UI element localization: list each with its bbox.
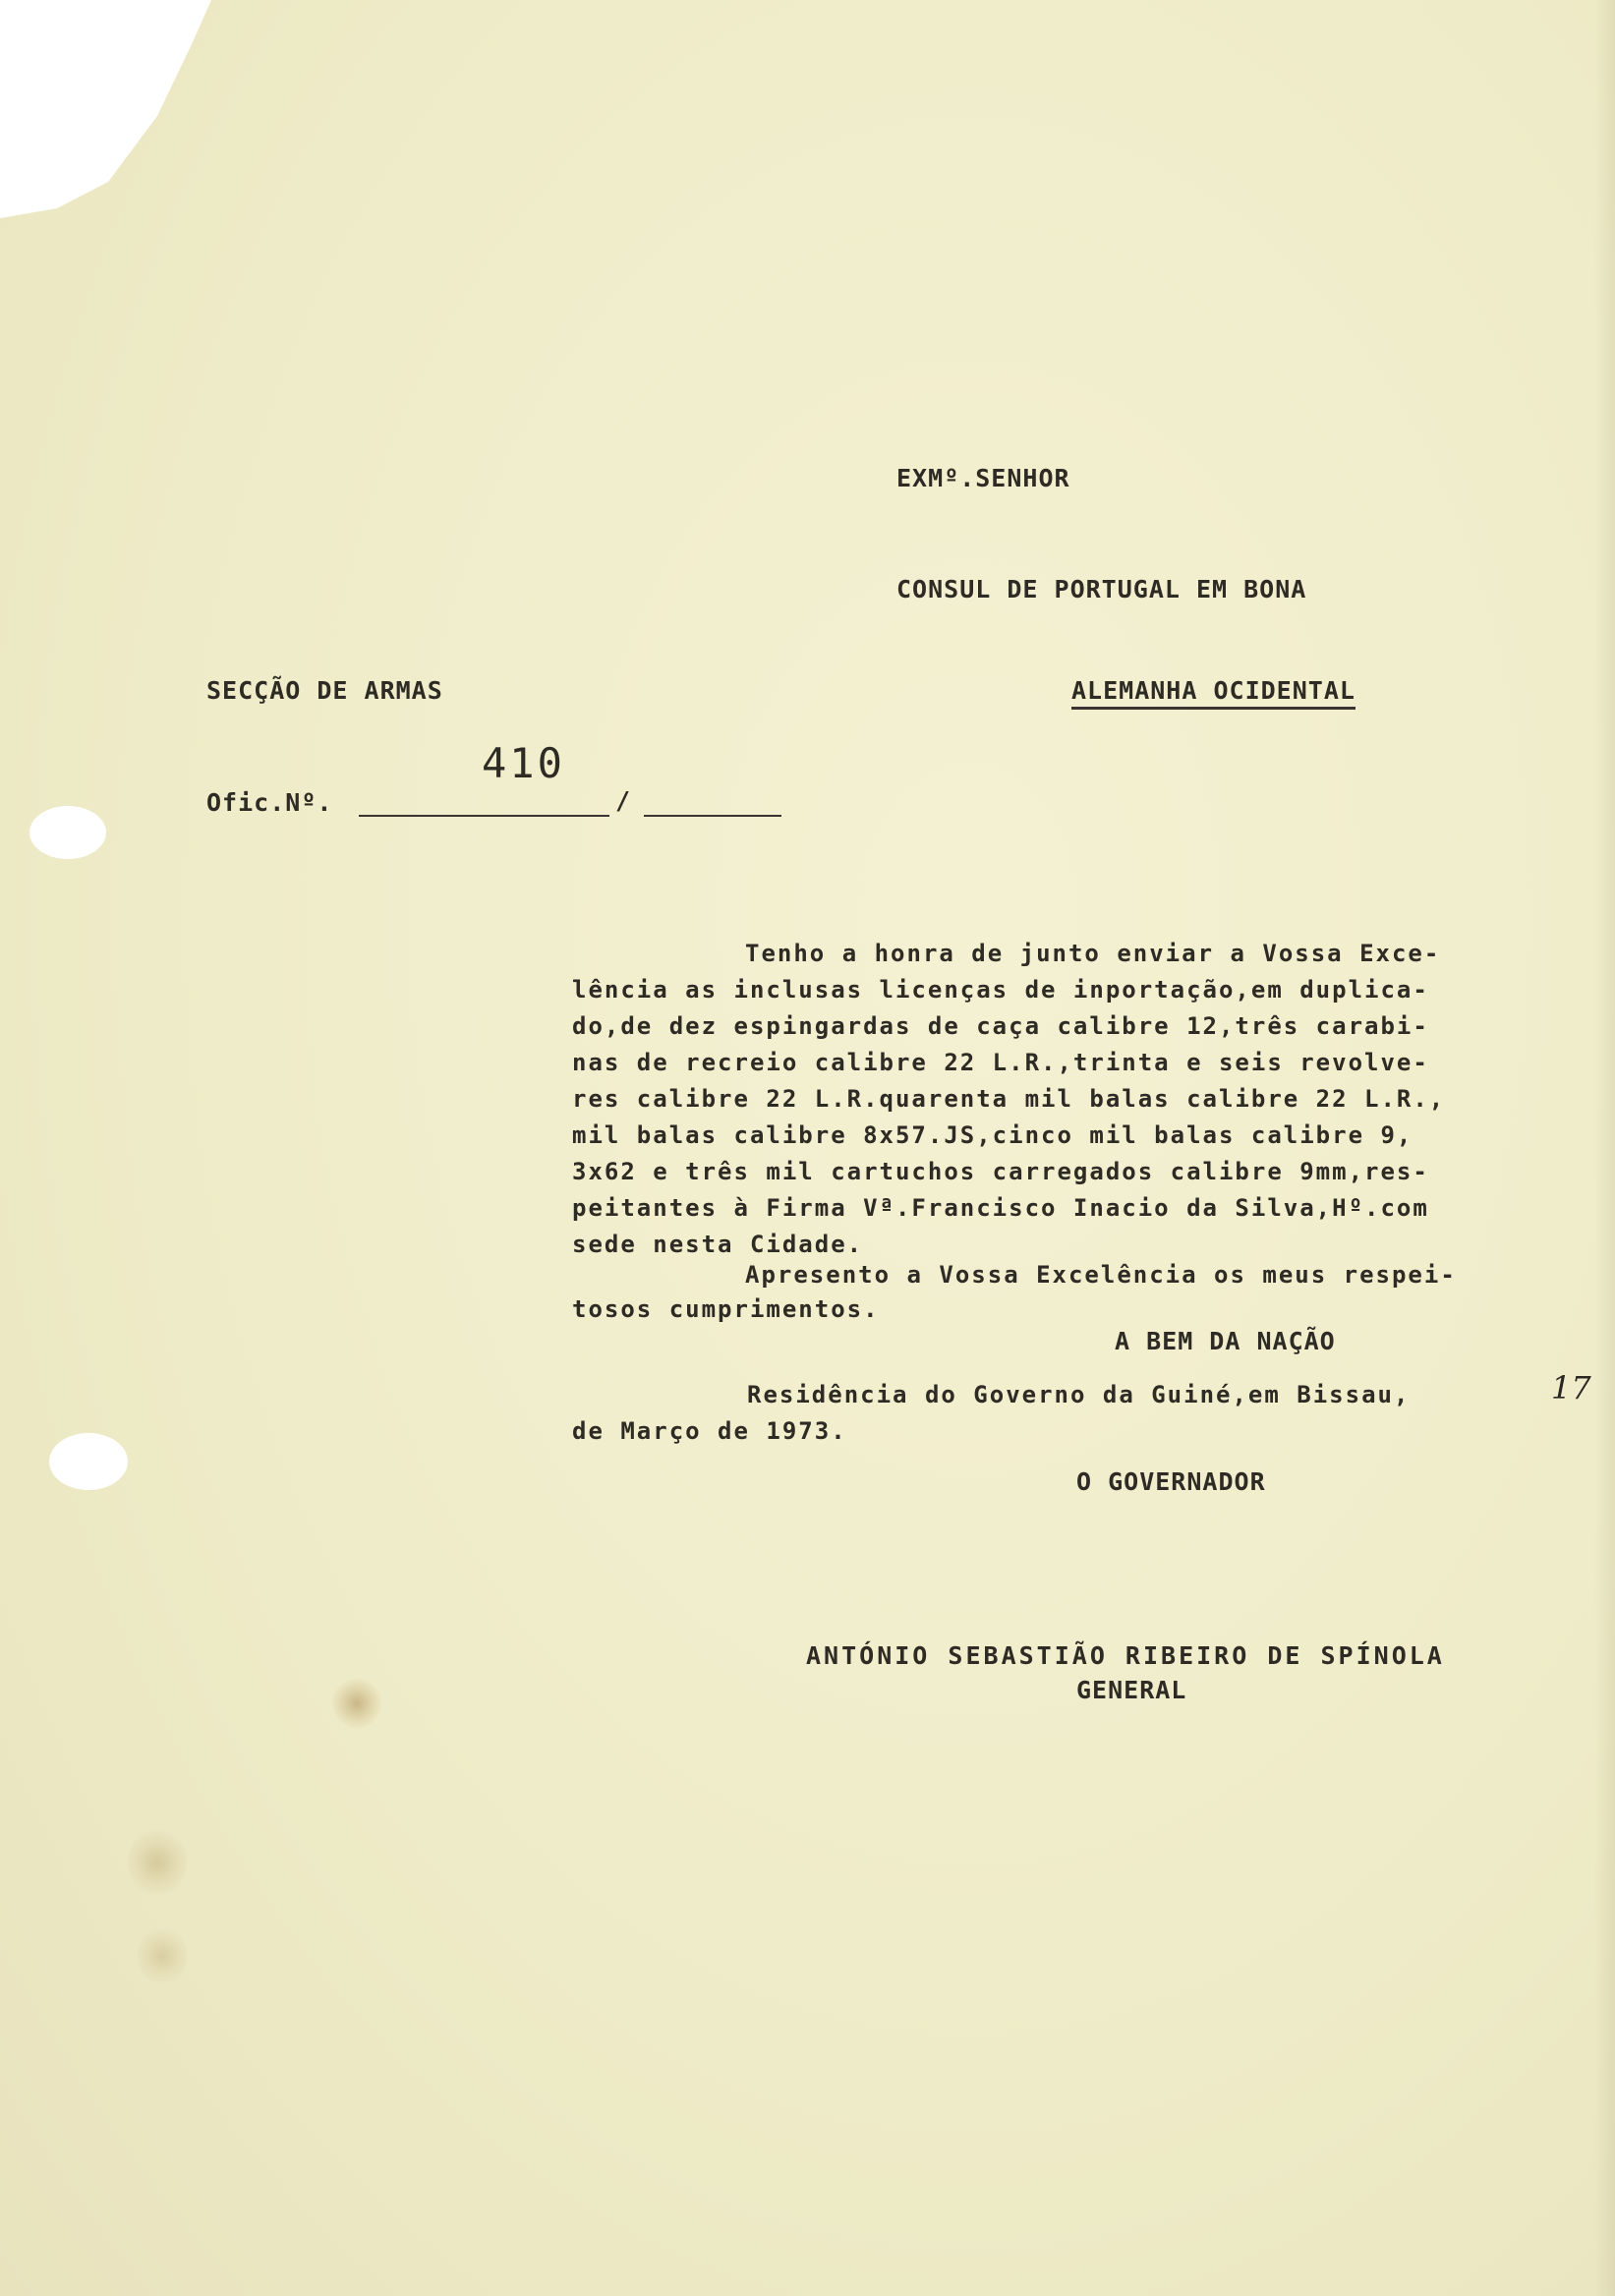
body-line: Tenho a honra de junto enviar a Vossa Exce- bbox=[745, 940, 1441, 967]
signatory-title: O GOVERNADOR bbox=[1076, 1467, 1266, 1496]
punch-hole-top bbox=[29, 806, 106, 859]
handwritten-day: 17 bbox=[1551, 1369, 1591, 1406]
body-line: mil balas calibre 8x57.JS,cinco mil balas calibre 9, bbox=[572, 1121, 1413, 1149]
signatory-name: ANTÓNIO SEBASTIÃO RIBEIRO DE SPÍNOLA bbox=[806, 1641, 1445, 1670]
oficio-separator: / bbox=[615, 786, 632, 815]
destination: ALEMANHA OCIDENTAL bbox=[1071, 676, 1355, 710]
stain-spot-1 bbox=[332, 1679, 381, 1728]
stain-spot-3 bbox=[138, 1926, 187, 1985]
body-line: sede nesta Cidade. bbox=[572, 1231, 864, 1258]
date-line: de Março de 1973. bbox=[572, 1417, 847, 1445]
section-label: SECÇÃO DE ARMAS bbox=[206, 676, 443, 705]
place-line: Residência do Governo da Guiné,em Bissau, bbox=[747, 1381, 1411, 1408]
body-line: 3x62 e três mil cartuchos carregados calibre 9mm,res- bbox=[572, 1158, 1429, 1185]
closing-line: Apresento a Vossa Excelência os meus respei- bbox=[745, 1261, 1457, 1289]
signatory-rank: GENERAL bbox=[1076, 1676, 1187, 1704]
body-line: nas de recreio calibre 22 L.R.,trinta e seis revolve- bbox=[572, 1049, 1429, 1076]
paper-edge-shadow bbox=[1594, 0, 1615, 2296]
body-line: do,de dez espingardas de caça calibre 12,três carabi- bbox=[572, 1012, 1429, 1040]
punch-hole-bottom bbox=[49, 1433, 128, 1490]
body-line: lência as inclusas licenças de inportação,em duplica- bbox=[572, 976, 1429, 1004]
salutation: EXMº.SENHOR bbox=[896, 464, 1070, 492]
oficio-number-line bbox=[359, 815, 609, 817]
oficio-year-line bbox=[644, 815, 781, 817]
body-line: peitantes à Firma Vª.Francisco Inacio da Silva,Hº.com bbox=[572, 1194, 1429, 1222]
body-line: res calibre 22 L.R.quarenta mil balas calibre 22 L.R., bbox=[572, 1085, 1446, 1113]
motto: A BEM DA NAÇÃO bbox=[1115, 1327, 1336, 1355]
oficio-number: 410 bbox=[482, 739, 565, 787]
addressee: CONSUL DE PORTUGAL EM BONA bbox=[896, 575, 1307, 603]
stain-spot-2 bbox=[128, 1828, 187, 1897]
oficio-label: Ofic.Nº. bbox=[206, 788, 333, 817]
closing-line: tosos cumprimentos. bbox=[572, 1295, 880, 1323]
